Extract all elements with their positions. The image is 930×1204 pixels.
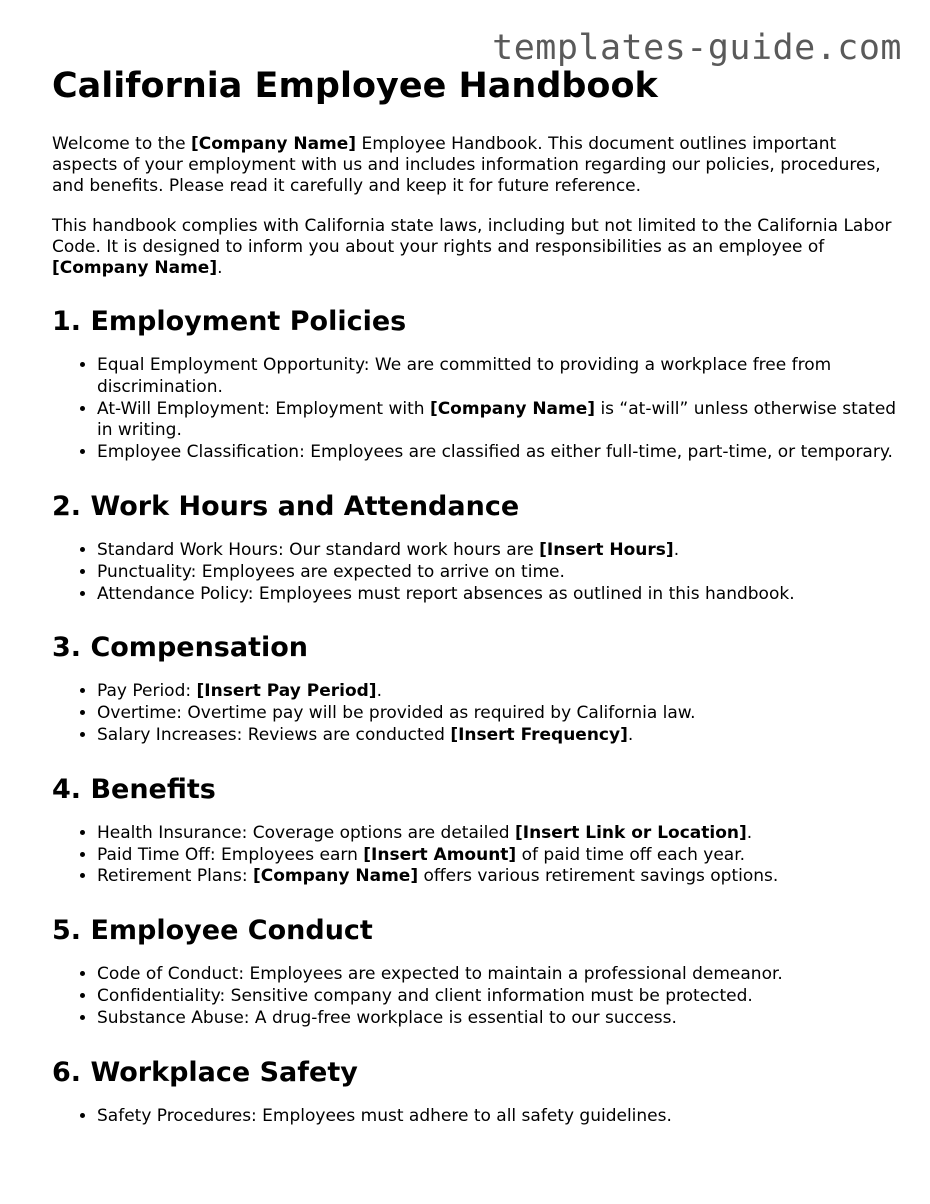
list-item: • Punctuality: Employees are expected to arrive on time. [97,562,902,584]
intro-paragraph-1 [52,134,902,197]
amount-placeholder: [Insert Amount] [363,844,517,865]
section-list-work-hours [52,540,902,605]
section-heading-benefits: 4. Benefits [52,773,216,805]
section-heading-employee-conduct: 5. Employee Conduct [52,915,373,947]
watermark-text: templates-guide.com [492,28,902,68]
link-or-location-placeholder: [Insert Link or Location] [514,822,747,843]
list-item: • Pay Period: [Insert Pay Period]. [97,681,902,703]
section-heading-work-hours: 2. Work Hours and Attendance [52,490,520,522]
company-name-placeholder: [Company Name] [253,866,419,887]
intro-paragraph-2 [52,216,902,279]
list-item: • At-Will Employment: Employment with [Company Name] is “at-will” unless otherwise stated in writing. [97,399,902,443]
pay-period-placeholder: [Insert Pay Period] [196,681,377,702]
list-item: • Equal Employment Opportunity: We are committed to providing a workplace free from discrimination. [97,355,902,399]
list-item: • Attendance Policy: Employees must report absences as outlined in this handbook. [97,584,902,606]
section-heading-workplace-safety: 6. Workplace Safety [52,1056,358,1088]
section-heading-employment-policies: 1. Employment Policies [52,306,407,337]
intro-text: Employee Handbook. This document outlines important aspects of your employment with us and includes information regarding our policies, procedures, and benefits. Please read it carefully and keep it for future reference. [52,134,881,196]
document-page [52,62,902,1127]
section-list-employee-conduct [52,964,902,1029]
document-title: California Employee Handbook [52,66,658,106]
section-list-workplace-safety [52,1106,902,1128]
company-name-placeholder: [Company Name] [190,134,357,154]
intro-text: This handbook complies with California state laws, including but not limited to the California Labor Code. It is designed to inform you about your rights and responsibilities as an employee of [52,216,892,257]
list-item: • Overtime: Overtime pay will be provided as required by California law. [97,703,902,725]
list-item: • Standard Work Hours: Our standard work hours are [Insert Hours]. [97,540,902,562]
intro-text: . [217,258,223,278]
list-item: • Substance Abuse: A drug-free workplace is essential to our success. [97,1008,902,1030]
hours-placeholder: [Insert Hours] [539,539,674,560]
frequency-placeholder: [Insert Frequency] [450,724,628,745]
section-list-compensation [52,681,902,746]
company-name-placeholder: [Company Name] [52,258,218,278]
list-item: • Retirement Plans: [Company Name] offers various retirement savings options. [97,866,902,888]
section-list-benefits [52,823,902,888]
list-item: • Employee Classification: Employees are classified as either full-time, part-time, or temporary. [97,442,902,464]
list-item: • Confidentiality: Sensitive company and client information must be protected. [97,986,902,1008]
list-item: • Paid Time Off: Employees earn [Insert Amount] of paid time off each year. [97,845,902,867]
list-item: • Health Insurance: Coverage options are detailed [Insert Link or Location]. [97,823,902,845]
company-name-placeholder: [Company Name] [429,398,596,419]
list-item: • Safety Procedures: Employees must adhere to all safety guidelines. [97,1106,902,1128]
section-heading-compensation: 3. Compensation [52,632,309,664]
list-item: • Code of Conduct: Employees are expected to maintain a professional demeanor. [97,964,902,986]
section-list-employment-policies [52,355,902,464]
intro-text: Welcome to the [52,134,191,154]
list-item: • Salary Increases: Reviews are conducted [Insert Frequency]. [97,725,902,747]
